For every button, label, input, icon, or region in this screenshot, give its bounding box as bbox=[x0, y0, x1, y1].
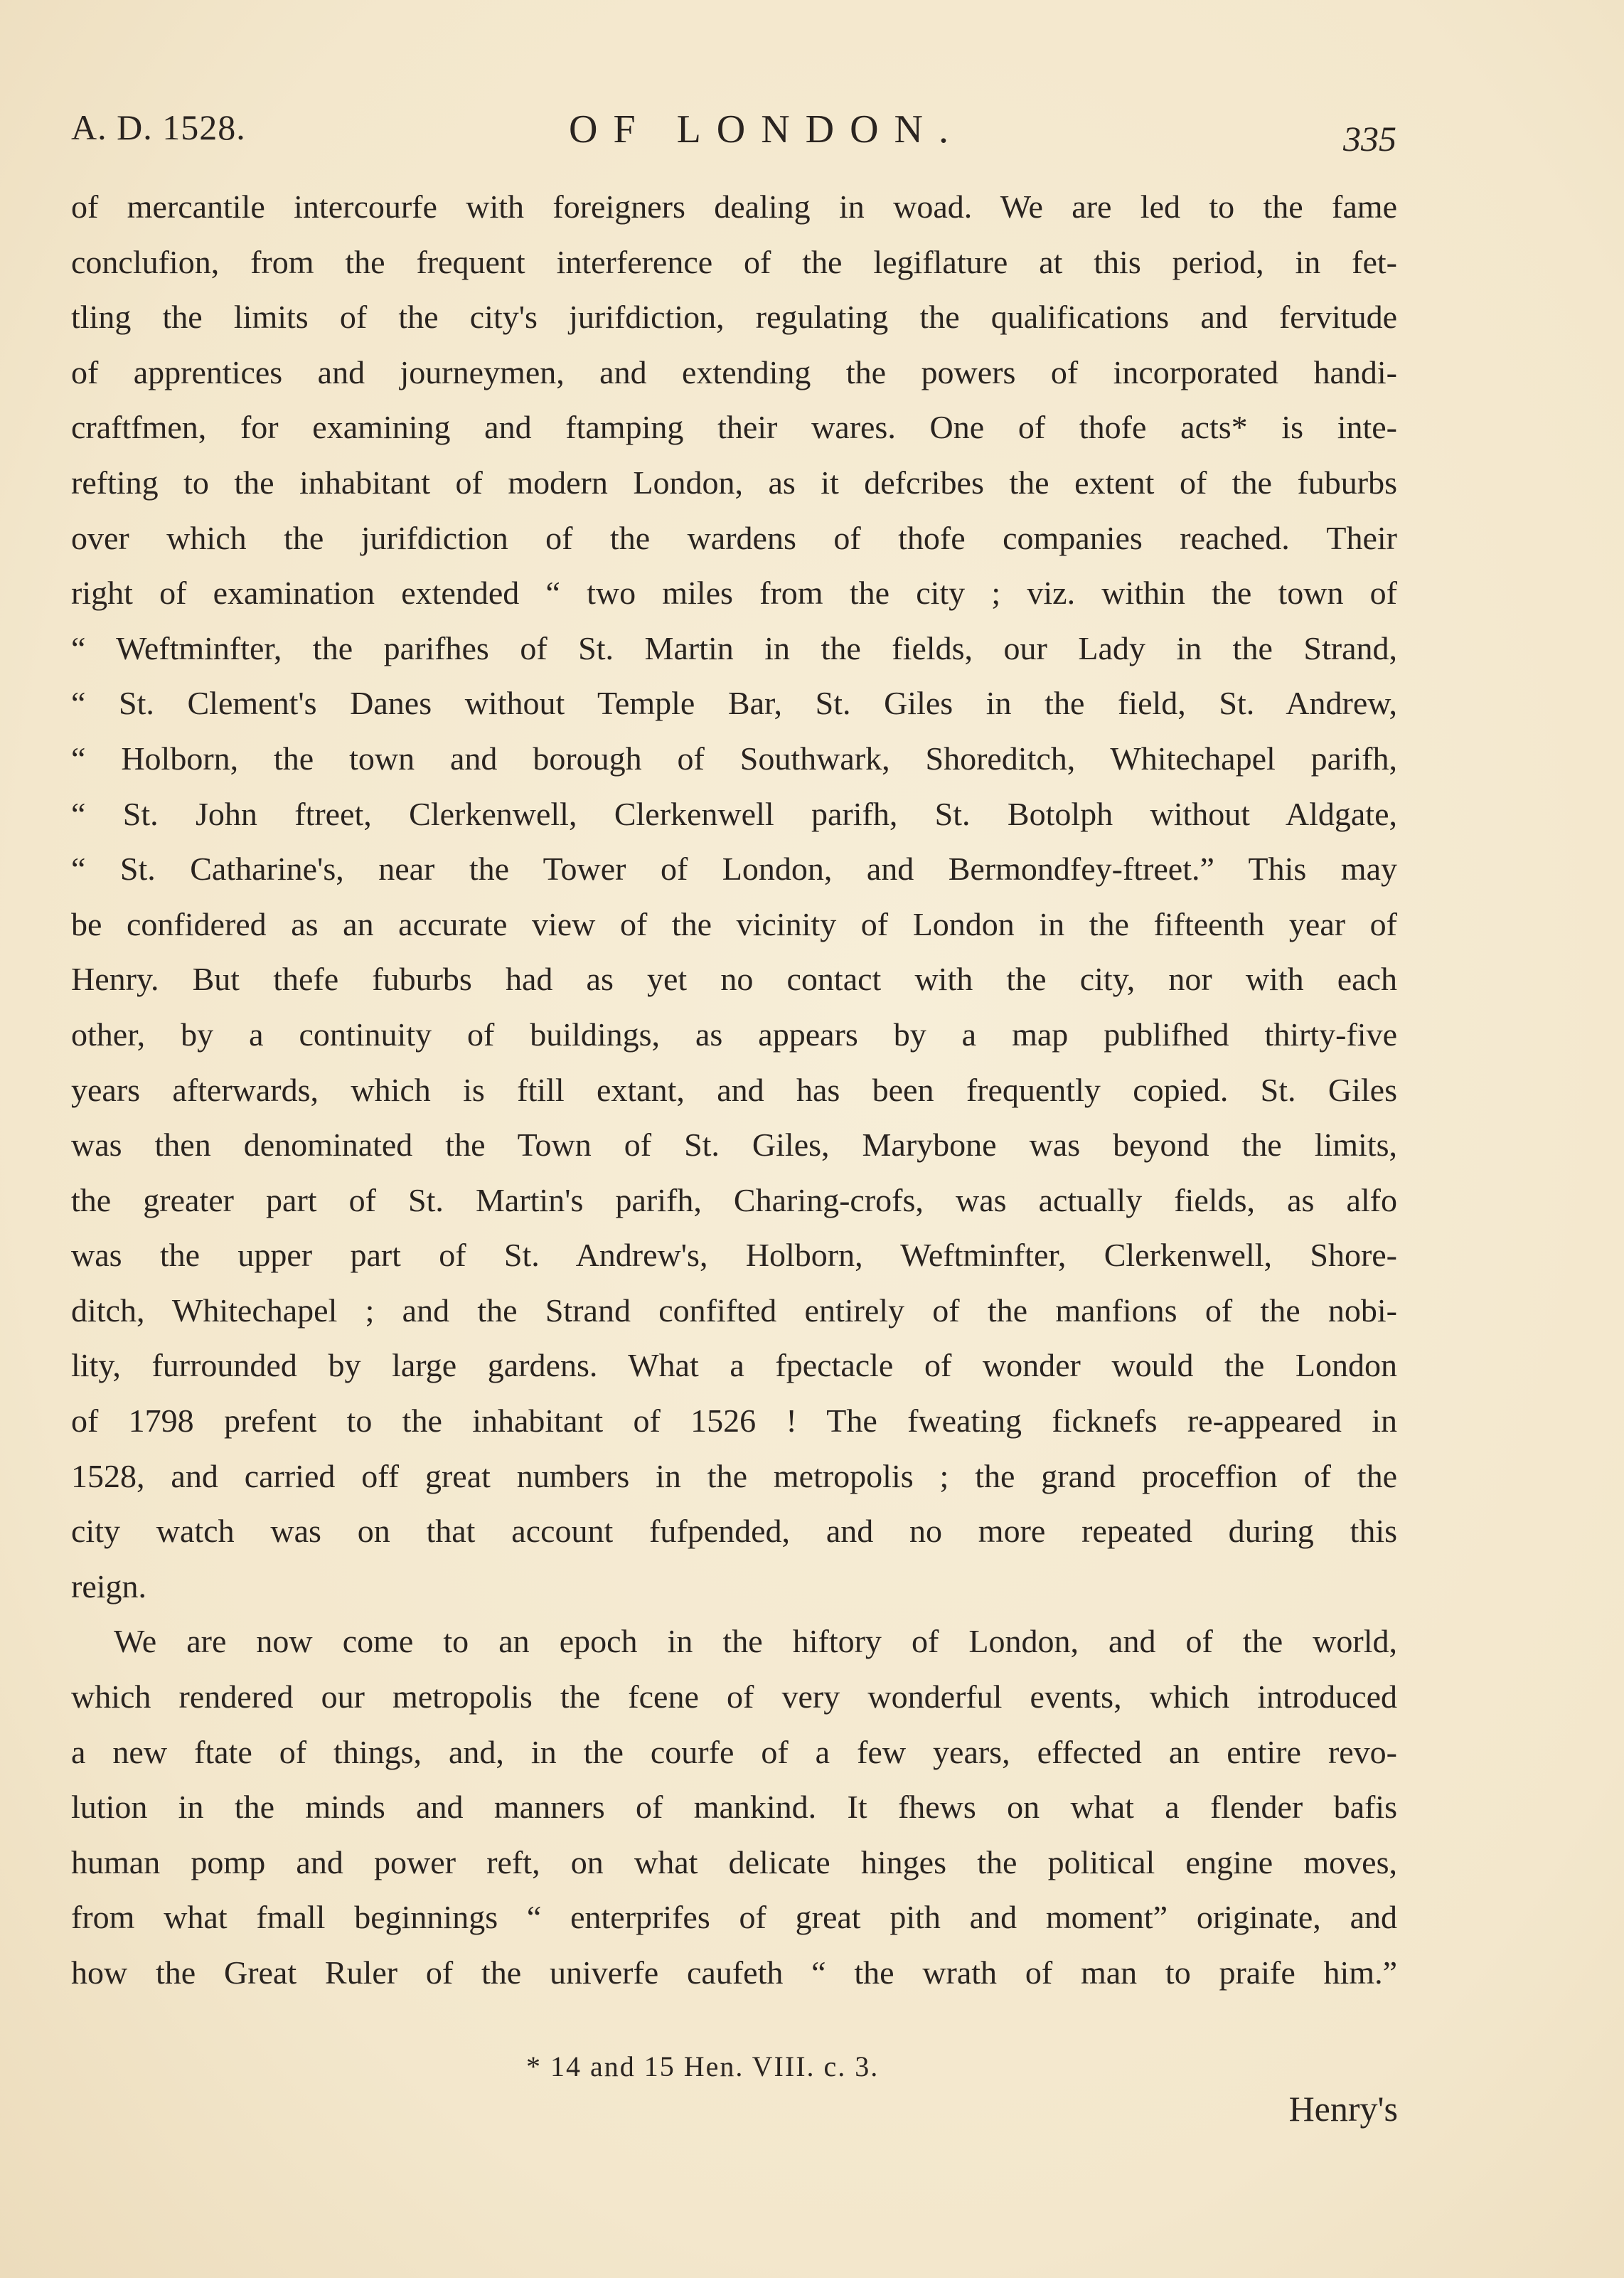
text-line: lity, furrounded by large gardens. What a fpectacle of wonder would the London bbox=[71, 1347, 1397, 1384]
text-line: how the Great Ruler of the univerfe caufeth “ the wrath of man to praife him.” bbox=[71, 1954, 1397, 1991]
running-head bbox=[71, 107, 1396, 159]
text-line: lution in the minds and manners of mankind. It fhews on what a flender bafis bbox=[71, 1789, 1397, 1826]
header-year: A. D. 1528. bbox=[71, 107, 246, 147]
text-line: from what fmall beginnings “ enterprifes of great pith and moment” originate, and bbox=[71, 1899, 1397, 1936]
text-line: 1528, and carried off great numbers in the metropolis ; the grand proceffion of the bbox=[71, 1457, 1397, 1494]
text-line: “ Holborn, the town and borough of Southwark, Shoreditch, Whitechapel parifh, bbox=[71, 740, 1397, 777]
text-line: of mercantile intercourfe with foreigners dealing in woad. We are led to the fame bbox=[71, 188, 1397, 225]
text-line: of 1798 prefent to the inhabitant of 1526 ! The fweating ficknefs re-appeared in bbox=[71, 1403, 1397, 1439]
text-line: which rendered our metropolis the fcene of very wonderful events, which introduced bbox=[71, 1678, 1397, 1715]
body-text bbox=[71, 179, 1397, 2001]
header-title: OF LONDON. bbox=[569, 107, 964, 151]
text-line: craftfmen, for examining and ftamping their wares. One of thofe acts* is inte- bbox=[71, 409, 1397, 446]
text-line: tling the limits of the city's jurifdiction, regulating the qualifications and fervitude bbox=[71, 299, 1397, 336]
text-line: “ Weftminfter, the parifhes of St. Martin in the fields, our Lady in the Strand, bbox=[71, 629, 1397, 666]
text-line: reign. bbox=[71, 1568, 147, 1604]
text-line: Henry. But thefe fuburbs had as yet no contact with the city, nor with each bbox=[71, 961, 1397, 998]
text-line: “ St. John ftreet, Clerkenwell, Clerkenwell parifh, St. Botolph without Aldgate, bbox=[71, 795, 1397, 832]
text-line: “ St. Catharine's, near the Tower of London, and Bermondfey-ftreet.” This may bbox=[71, 851, 1397, 888]
text-line: be confidered as an accurate view of the vicinity of London in the fifteenth year of bbox=[71, 905, 1397, 942]
text-line: was the upper part of St. Andrew's, Holborn, Weftminfter, Clerkenwell, Shore- bbox=[71, 1237, 1397, 1274]
text-line: the greater part of St. Martin's parifh, Charing-crofs, was actually fields, as alfo bbox=[71, 1181, 1397, 1218]
text-line: city watch was on that account fufpended, and no more repeated during this bbox=[71, 1513, 1397, 1550]
text-line: other, by a continuity of buildings, as appears by a map publifhed thirty-five bbox=[71, 1016, 1397, 1053]
text-line: a new ftate of things, and, in the courfe of a few years, effected an entire revo- bbox=[71, 1733, 1397, 1770]
page-number: 335 bbox=[1343, 119, 1396, 159]
text-line: was then denominated the Town of St. Giles, Marybone was beyond the limits, bbox=[71, 1127, 1397, 1164]
text-line: right of examination extended “ two miles from the city ; viz. within the town of bbox=[71, 575, 1397, 612]
text-line: conclufion, from the frequent interference of the legiflature at this period, in fet- bbox=[71, 243, 1397, 280]
text-line: of apprentices and journeymen, and extending the powers of incorporated handi- bbox=[71, 353, 1397, 390]
text-line: “ St. Clement's Danes without Temple Bar, St. Giles in the field, St. Andrew, bbox=[71, 685, 1397, 722]
catchword: Henry's bbox=[1288, 2089, 1398, 2129]
footnote: * 14 and 15 Hen. VIII. c. 3. bbox=[526, 2050, 880, 2082]
text-line: over which the jurifdiction of the wardens of thofe companies reached. Their bbox=[71, 519, 1397, 556]
text-line: We are now come to an epoch in the hiftory of London, and of the world, bbox=[114, 1623, 1397, 1660]
text-line: refting to the inhabitant of modern London, as it defcribes the extent of the fuburbs bbox=[71, 464, 1397, 501]
text-line: years afterwards, which is ftill extant, and has been frequently copied. St. Giles bbox=[71, 1071, 1397, 1108]
text-line: ditch, Whitechapel ; and the Strand confifted entirely of the manfions of the nobi- bbox=[71, 1292, 1397, 1329]
text-line: human pomp and power reft, on what delicate hinges the political engine moves, bbox=[71, 1843, 1397, 1880]
